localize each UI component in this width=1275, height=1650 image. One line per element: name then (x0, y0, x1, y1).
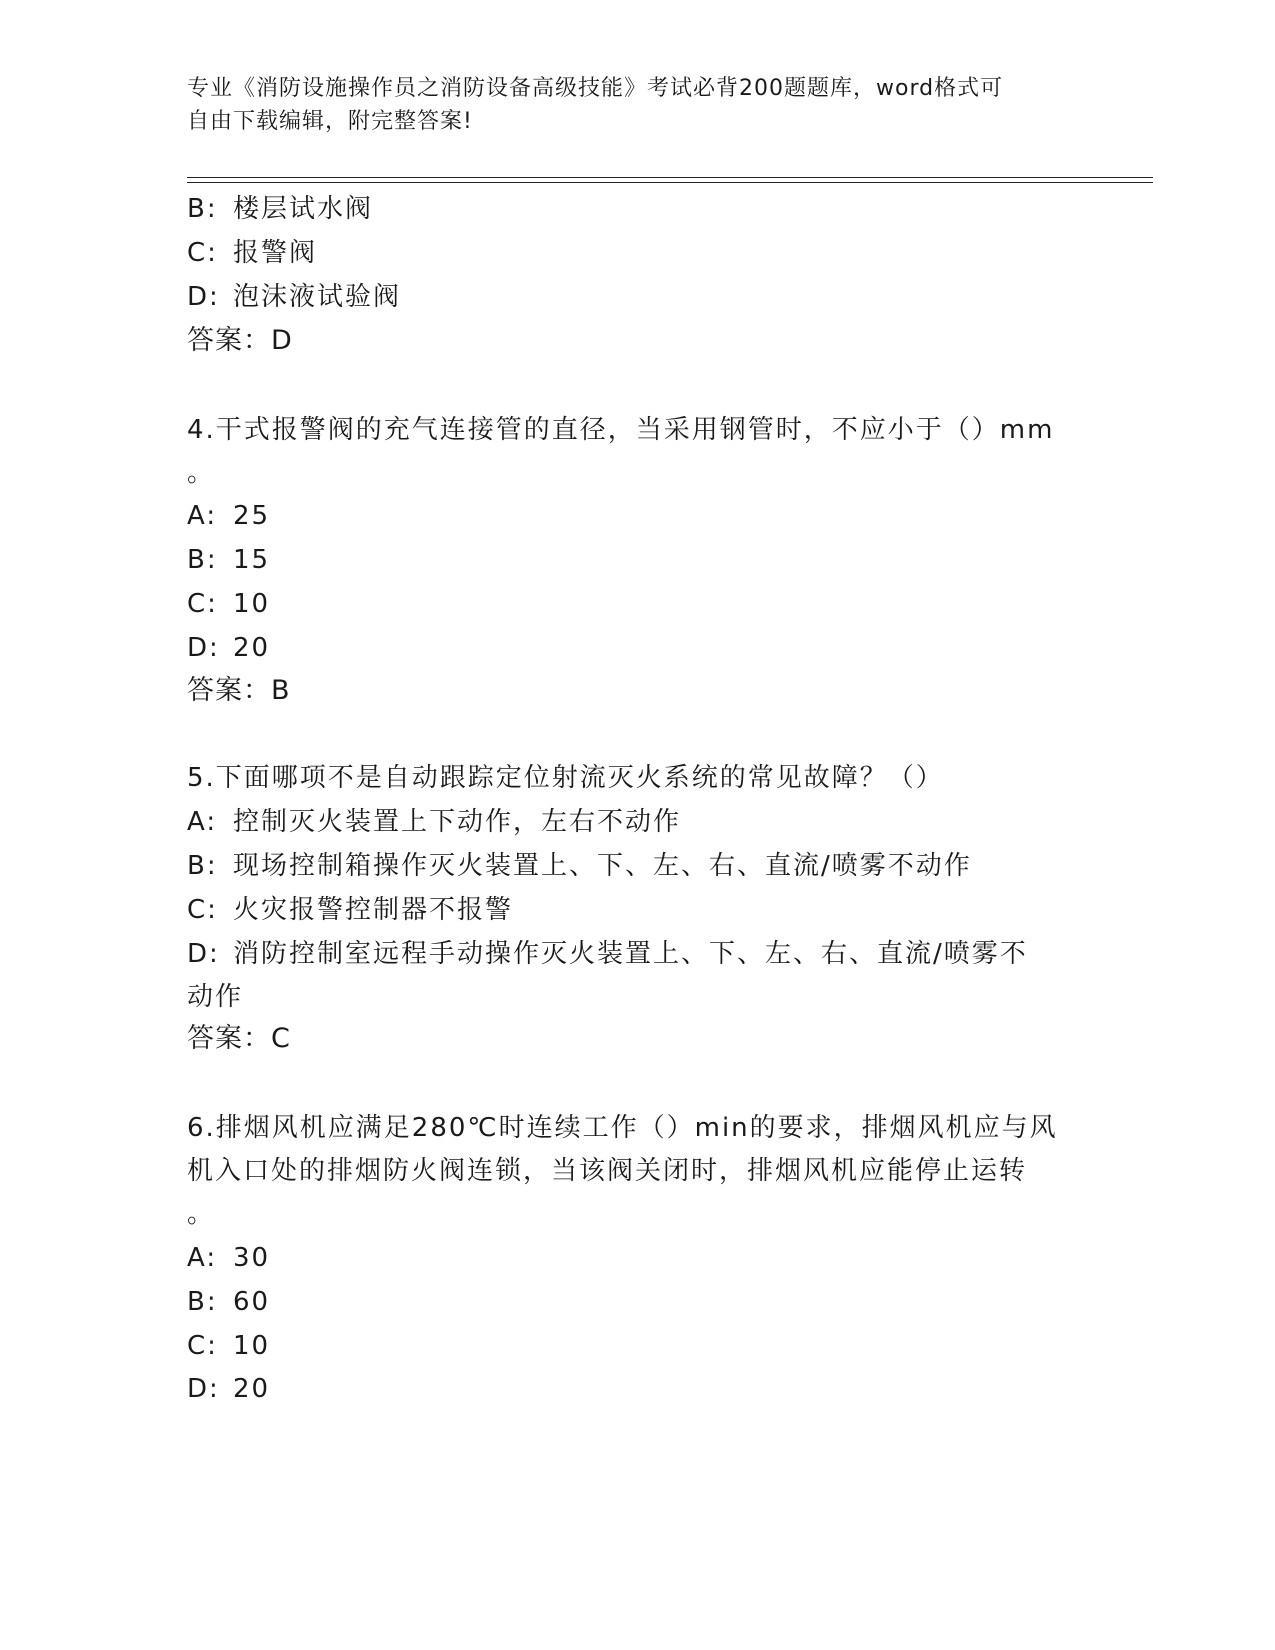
option-d (187, 934, 1028, 974)
option-text: 15 (233, 545, 271, 575)
option-c (187, 233, 317, 273)
option-c (187, 1326, 270, 1366)
question-stem: 6.排烟风机应满足280℃时连续工作（）min的要求，排烟风机应与风 (187, 1113, 1058, 1143)
option-letter: A: (187, 807, 218, 837)
header-line-1: 专业《消防设施操作员之消防设备高级技能》考试必背200题题库，word格式可 (187, 76, 1004, 101)
option-letter: B: (187, 1287, 218, 1317)
option-letter: C: (187, 895, 218, 925)
option-text: 泡沫液试验阀 (233, 282, 402, 312)
option-text: 报警阀 (233, 238, 318, 268)
answer-line: 答案：B (187, 675, 291, 706)
option-text: 消防控制室远程手动操作灭火装置上、下、左、右、直流/喷雾不 (233, 939, 1028, 969)
option-letter: A: (187, 1243, 218, 1273)
option-text: 10 (233, 1331, 271, 1361)
header-line-2: 自由下载编辑，附完整答案! (187, 109, 473, 134)
option-b (187, 1282, 270, 1322)
answer-line: 答案：D (187, 325, 293, 356)
option-text: 火灾报警控制器不报警 (233, 895, 514, 925)
option-letter: D: (187, 1374, 220, 1404)
option-letter: B: (187, 851, 218, 881)
option-b (187, 189, 373, 229)
option-letter: C: (187, 1331, 218, 1361)
answer-line: 答案：C (187, 1023, 291, 1054)
option-b (187, 540, 270, 580)
question-stem: 5.下面哪项不是自动跟踪定位射流灭火系统的常见故障？（） (187, 763, 944, 793)
option-text: 25 (233, 501, 271, 531)
option-b (187, 846, 972, 886)
option-text: 现场控制箱操作灭火装置上、下、左、右、直流/喷雾不动作 (233, 851, 972, 881)
option-letter: B: (187, 194, 218, 224)
question-stem-cont: 。 (187, 458, 216, 488)
option-d-continuation: 动作 (187, 982, 244, 1012)
option-letter: A: (187, 501, 218, 531)
option-text: 30 (233, 1243, 271, 1273)
header-divider-top (187, 177, 1153, 178)
option-d (187, 628, 270, 668)
option-text: 60 (233, 1287, 271, 1317)
question-stem: 4.干式报警阀的充气连接管的直径，当采用钢管时，不应小于（）mm (187, 415, 1055, 445)
option-letter: D: (187, 282, 220, 312)
option-a (187, 496, 270, 536)
option-c (187, 890, 513, 930)
option-text: 楼层试水阀 (233, 194, 374, 224)
option-letter: D: (187, 939, 220, 969)
option-d (187, 277, 401, 317)
option-letter: C: (187, 238, 218, 268)
option-a (187, 802, 681, 842)
question-stem-cont: 机入口处的排烟防火阀连锁，当该阀关闭时，排烟风机应能停止运转 (187, 1156, 1028, 1186)
option-text: 20 (233, 633, 271, 663)
option-c (187, 584, 270, 624)
option-text: 20 (233, 1374, 271, 1404)
option-text: 10 (233, 589, 271, 619)
option-letter: B: (187, 545, 218, 575)
option-a (187, 1238, 270, 1278)
option-d (187, 1369, 270, 1409)
question-stem-cont: 。 (187, 1199, 216, 1229)
option-letter: D: (187, 633, 220, 663)
header-divider-bottom (187, 182, 1153, 183)
option-letter: C: (187, 589, 218, 619)
option-text: 控制灭火装置上下动作，左右不动作 (233, 807, 682, 837)
document-header (187, 72, 1087, 138)
